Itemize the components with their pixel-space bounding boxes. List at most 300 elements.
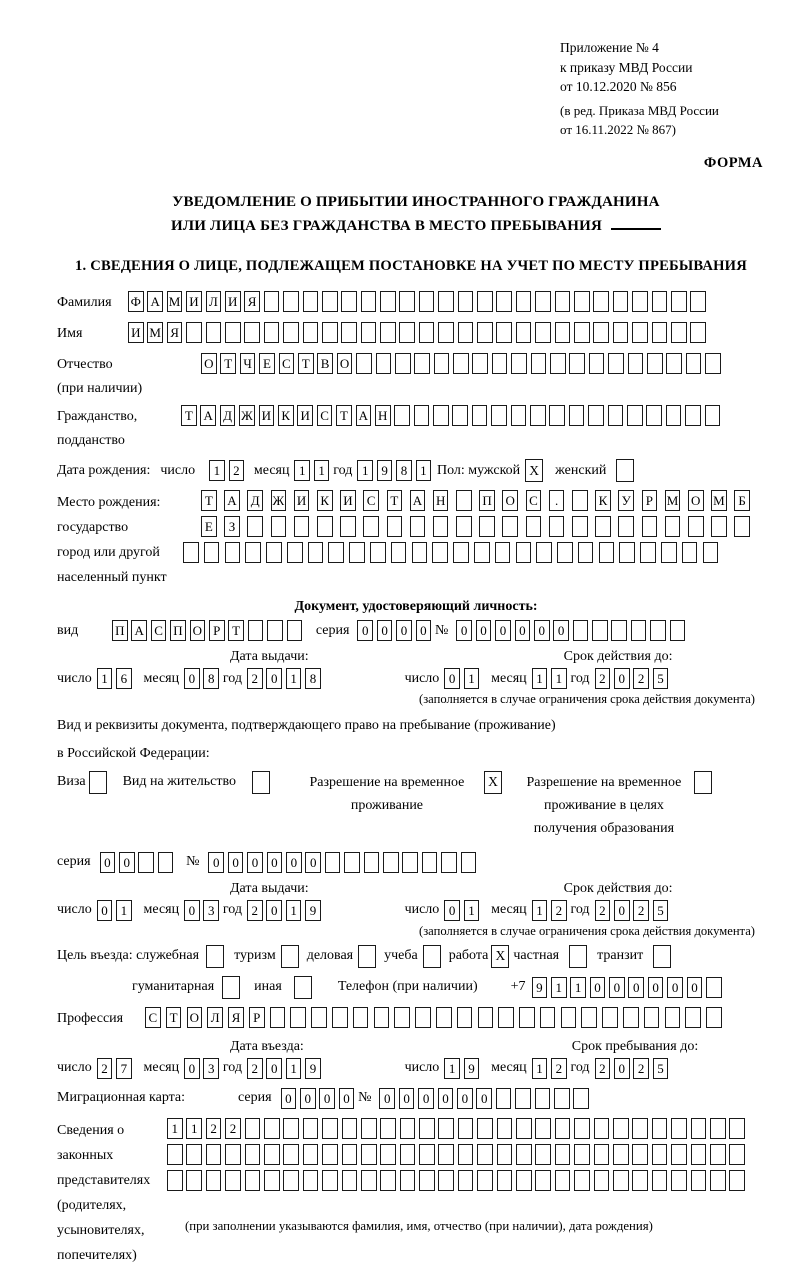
char-box[interactable]: 1: [286, 1058, 302, 1079]
char-box[interactable]: А: [356, 405, 372, 426]
char-box[interactable]: 1: [116, 900, 132, 921]
char-box[interactable]: [688, 516, 704, 537]
doc-series-boxes[interactable]: [357, 620, 435, 641]
char-box[interactable]: М: [665, 490, 681, 511]
doc-issue-day[interactable]: [97, 668, 136, 689]
char-box[interactable]: [619, 542, 635, 563]
doc-issue-month[interactable]: [184, 668, 223, 689]
char-box[interactable]: [516, 1144, 532, 1165]
char-box[interactable]: [432, 542, 448, 563]
char-box[interactable]: [399, 291, 415, 312]
char-box[interactable]: [613, 1118, 629, 1139]
char-box[interactable]: [516, 1118, 532, 1139]
char-box[interactable]: 1: [444, 1058, 460, 1079]
char-box[interactable]: С: [151, 620, 167, 641]
entry-month[interactable]: [184, 1058, 223, 1079]
char-box[interactable]: Ж: [271, 490, 287, 511]
char-box[interactable]: 9: [305, 1058, 321, 1079]
char-box[interactable]: [290, 1007, 306, 1028]
char-box[interactable]: Б: [734, 490, 750, 511]
phone-boxes[interactable]: [532, 977, 726, 998]
char-box[interactable]: 1: [416, 460, 432, 481]
char-box[interactable]: С: [526, 490, 542, 511]
char-box[interactable]: [264, 1118, 280, 1139]
char-box[interactable]: [611, 620, 627, 641]
char-box[interactable]: [540, 1007, 556, 1028]
char-box[interactable]: 0: [396, 620, 412, 641]
char-box[interactable]: [461, 852, 477, 873]
char-box[interactable]: 0: [184, 900, 200, 921]
char-box[interactable]: 1: [532, 1058, 548, 1079]
citizenship-boxes[interactable]: [181, 405, 724, 426]
char-box[interactable]: [642, 516, 658, 537]
char-box[interactable]: [414, 353, 430, 374]
char-box[interactable]: [308, 542, 324, 563]
char-box[interactable]: [303, 291, 319, 312]
char-box[interactable]: [595, 516, 611, 537]
char-box[interactable]: [574, 1170, 590, 1191]
char-box[interactable]: 0: [286, 852, 302, 873]
char-box[interactable]: [453, 353, 469, 374]
char-box[interactable]: [225, 542, 241, 563]
char-box[interactable]: Т: [336, 405, 352, 426]
char-box[interactable]: [349, 542, 365, 563]
char-box[interactable]: [322, 1170, 338, 1191]
char-box[interactable]: 1: [294, 460, 310, 481]
char-box[interactable]: [690, 322, 706, 343]
entry-day[interactable]: [97, 1058, 136, 1079]
representatives-row3-boxes[interactable]: [167, 1170, 749, 1191]
char-box[interactable]: 0: [476, 1088, 492, 1109]
char-box[interactable]: [245, 1144, 261, 1165]
char-box[interactable]: [652, 1170, 668, 1191]
char-box[interactable]: И: [259, 405, 275, 426]
char-box[interactable]: [458, 291, 474, 312]
char-box[interactable]: Ч: [240, 353, 256, 374]
char-box[interactable]: [666, 353, 682, 374]
char-box[interactable]: [671, 1118, 687, 1139]
char-box[interactable]: [613, 322, 629, 343]
char-box[interactable]: [599, 542, 615, 563]
purpose-transit-checkbox[interactable]: [653, 945, 671, 968]
char-box[interactable]: [729, 1144, 745, 1165]
char-box[interactable]: [264, 1144, 280, 1165]
char-box[interactable]: [477, 322, 493, 343]
char-box[interactable]: [400, 1118, 416, 1139]
char-box[interactable]: [555, 291, 571, 312]
char-box[interactable]: Т: [220, 353, 236, 374]
char-box[interactable]: [671, 322, 687, 343]
char-box[interactable]: [691, 1170, 707, 1191]
char-box[interactable]: [602, 1007, 618, 1028]
stay-issue-year[interactable]: [247, 900, 325, 921]
char-box[interactable]: [341, 322, 357, 343]
birth-place-row1-boxes[interactable]: [201, 490, 758, 511]
char-box[interactable]: [682, 542, 698, 563]
char-box[interactable]: [456, 490, 472, 511]
char-box[interactable]: [186, 322, 202, 343]
char-box[interactable]: 0: [667, 977, 683, 998]
char-box[interactable]: [569, 405, 585, 426]
char-box[interactable]: 0: [553, 620, 569, 641]
char-box[interactable]: [361, 1170, 377, 1191]
char-box[interactable]: 5: [653, 1058, 669, 1079]
char-box[interactable]: [399, 322, 415, 343]
char-box[interactable]: [710, 1118, 726, 1139]
char-box[interactable]: [646, 405, 662, 426]
char-box[interactable]: М: [167, 291, 183, 312]
char-box[interactable]: [479, 516, 495, 537]
birth-month-boxes[interactable]: [294, 460, 333, 481]
char-box[interactable]: М: [147, 322, 163, 343]
char-box[interactable]: [477, 1170, 493, 1191]
char-box[interactable]: Р: [209, 620, 225, 641]
char-box[interactable]: 2: [633, 900, 649, 921]
char-box[interactable]: И: [297, 405, 313, 426]
char-box[interactable]: [322, 1144, 338, 1165]
char-box[interactable]: [502, 516, 518, 537]
char-box[interactable]: 0: [379, 1088, 395, 1109]
char-box[interactable]: [535, 291, 551, 312]
char-box[interactable]: 2: [633, 668, 649, 689]
char-box[interactable]: 2: [595, 1058, 611, 1079]
char-box[interactable]: [294, 516, 310, 537]
char-box[interactable]: Д: [220, 405, 236, 426]
char-box[interactable]: [671, 291, 687, 312]
char-box[interactable]: Т: [201, 490, 217, 511]
purpose-work-checkbox[interactable]: X: [491, 945, 509, 968]
char-box[interactable]: [380, 1118, 396, 1139]
char-box[interactable]: 0: [300, 1088, 316, 1109]
char-box[interactable]: 0: [609, 977, 625, 998]
char-box[interactable]: 0: [208, 852, 224, 873]
char-box[interactable]: 0: [184, 668, 200, 689]
char-box[interactable]: [380, 322, 396, 343]
entry-year[interactable]: [247, 1058, 325, 1079]
char-box[interactable]: [549, 516, 565, 537]
char-box[interactable]: 0: [648, 977, 664, 998]
char-box[interactable]: [325, 852, 341, 873]
char-box[interactable]: Т: [387, 490, 403, 511]
char-box[interactable]: 9: [377, 460, 393, 481]
char-box[interactable]: К: [317, 490, 333, 511]
doc-number-boxes[interactable]: [456, 620, 689, 641]
char-box[interactable]: [283, 1144, 299, 1165]
char-box[interactable]: [458, 1170, 474, 1191]
char-box[interactable]: [549, 405, 565, 426]
char-box[interactable]: [167, 1144, 183, 1165]
char-box[interactable]: [283, 1118, 299, 1139]
char-box[interactable]: [511, 353, 527, 374]
char-box[interactable]: Ф: [128, 291, 144, 312]
char-box[interactable]: [711, 516, 727, 537]
char-box[interactable]: 1: [532, 900, 548, 921]
char-box[interactable]: [400, 1170, 416, 1191]
char-box[interactable]: [248, 620, 264, 641]
char-box[interactable]: [412, 542, 428, 563]
char-box[interactable]: [644, 1007, 660, 1028]
char-box[interactable]: [419, 322, 435, 343]
char-box[interactable]: [516, 542, 532, 563]
birth-year-boxes[interactable]: [357, 460, 435, 481]
char-box[interactable]: С: [317, 405, 333, 426]
char-box[interactable]: 0: [534, 620, 550, 641]
char-box[interactable]: 1: [551, 668, 567, 689]
char-box[interactable]: О: [187, 1007, 203, 1028]
char-box[interactable]: 2: [225, 1118, 241, 1139]
char-box[interactable]: [415, 1007, 431, 1028]
char-box[interactable]: [496, 1088, 512, 1109]
char-box[interactable]: 1: [314, 460, 330, 481]
char-box[interactable]: [496, 291, 512, 312]
char-box[interactable]: Я: [228, 1007, 244, 1028]
char-box[interactable]: [414, 405, 430, 426]
sex-male-checkbox[interactable]: X: [525, 459, 543, 482]
char-box[interactable]: [594, 1170, 610, 1191]
char-box[interactable]: [303, 1118, 319, 1139]
char-box[interactable]: В: [317, 353, 333, 374]
char-box[interactable]: 8: [203, 668, 219, 689]
char-box[interactable]: [608, 405, 624, 426]
char-box[interactable]: [353, 1007, 369, 1028]
patronymic-boxes[interactable]: [201, 353, 725, 374]
char-box[interactable]: О: [502, 490, 518, 511]
char-box[interactable]: С: [279, 353, 295, 374]
temp-residence-edu-checkbox[interactable]: [694, 771, 712, 794]
char-box[interactable]: [247, 516, 263, 537]
char-box[interactable]: [283, 291, 299, 312]
char-box[interactable]: 2: [551, 1058, 567, 1079]
char-box[interactable]: [685, 405, 701, 426]
birth-day-boxes[interactable]: [209, 460, 248, 481]
char-box[interactable]: У: [618, 490, 634, 511]
char-box[interactable]: Р: [249, 1007, 265, 1028]
char-box[interactable]: [478, 1007, 494, 1028]
char-box[interactable]: 2: [206, 1118, 222, 1139]
char-box[interactable]: [433, 405, 449, 426]
char-box[interactable]: [661, 542, 677, 563]
char-box[interactable]: 0: [444, 668, 460, 689]
char-box[interactable]: [436, 1007, 452, 1028]
char-box[interactable]: Л: [207, 1007, 223, 1028]
char-box[interactable]: [671, 1170, 687, 1191]
char-box[interactable]: [433, 516, 449, 537]
char-box[interactable]: [671, 1144, 687, 1165]
char-box[interactable]: Н: [375, 405, 391, 426]
char-box[interactable]: [361, 291, 377, 312]
char-box[interactable]: [477, 1118, 493, 1139]
char-box[interactable]: [492, 353, 508, 374]
char-box[interactable]: [394, 405, 410, 426]
char-box[interactable]: 0: [418, 1088, 434, 1109]
char-box[interactable]: [557, 542, 573, 563]
char-box[interactable]: 7: [116, 1058, 132, 1079]
char-box[interactable]: [472, 353, 488, 374]
doc-expiry-year[interactable]: [595, 668, 673, 689]
char-box[interactable]: [271, 516, 287, 537]
char-box[interactable]: [550, 353, 566, 374]
char-box[interactable]: [573, 1088, 589, 1109]
char-box[interactable]: 0: [614, 900, 630, 921]
char-box[interactable]: [531, 353, 547, 374]
birth-place-row2-boxes[interactable]: [201, 516, 758, 537]
char-box[interactable]: Т: [181, 405, 197, 426]
char-box[interactable]: 2: [595, 668, 611, 689]
char-box[interactable]: [264, 1170, 280, 1191]
char-box[interactable]: [640, 542, 656, 563]
visa-checkbox[interactable]: [89, 771, 107, 794]
char-box[interactable]: [734, 516, 750, 537]
char-box[interactable]: 5: [653, 668, 669, 689]
stay-issue-day[interactable]: [97, 900, 136, 921]
char-box[interactable]: [376, 353, 392, 374]
char-box[interactable]: О: [688, 490, 704, 511]
char-box[interactable]: 1: [97, 668, 113, 689]
char-box[interactable]: 1: [532, 668, 548, 689]
char-box[interactable]: 0: [614, 1058, 630, 1079]
char-box[interactable]: И: [186, 291, 202, 312]
char-box[interactable]: [686, 353, 702, 374]
char-box[interactable]: 0: [399, 1088, 415, 1109]
char-box[interactable]: [497, 1170, 513, 1191]
char-box[interactable]: [691, 1144, 707, 1165]
char-box[interactable]: [703, 542, 719, 563]
char-box[interactable]: [589, 353, 605, 374]
char-box[interactable]: 2: [229, 460, 245, 481]
char-box[interactable]: 1: [167, 1118, 183, 1139]
char-box[interactable]: [581, 1007, 597, 1028]
char-box[interactable]: [344, 852, 360, 873]
char-box[interactable]: [555, 1118, 571, 1139]
stay-expiry-day[interactable]: [444, 900, 483, 921]
until-month[interactable]: [532, 1058, 571, 1079]
char-box[interactable]: [328, 542, 344, 563]
char-box[interactable]: [387, 516, 403, 537]
char-box[interactable]: [516, 1170, 532, 1191]
char-box[interactable]: [245, 1118, 261, 1139]
char-box[interactable]: [572, 516, 588, 537]
char-box[interactable]: [554, 1088, 570, 1109]
char-box[interactable]: [267, 620, 283, 641]
char-box[interactable]: [322, 1118, 338, 1139]
char-box[interactable]: [283, 322, 299, 343]
char-box[interactable]: [341, 291, 357, 312]
char-box[interactable]: Ж: [239, 405, 255, 426]
char-box[interactable]: [472, 405, 488, 426]
char-box[interactable]: [419, 1170, 435, 1191]
char-box[interactable]: Е: [259, 353, 275, 374]
char-box[interactable]: А: [131, 620, 147, 641]
char-box[interactable]: [710, 1170, 726, 1191]
char-box[interactable]: [206, 322, 222, 343]
char-box[interactable]: [225, 322, 241, 343]
char-box[interactable]: 0: [247, 852, 263, 873]
char-box[interactable]: А: [224, 490, 240, 511]
char-box[interactable]: З: [224, 516, 240, 537]
char-box[interactable]: 0: [319, 1088, 335, 1109]
char-box[interactable]: 2: [595, 900, 611, 921]
char-box[interactable]: [303, 1144, 319, 1165]
char-box[interactable]: 2: [633, 1058, 649, 1079]
char-box[interactable]: [593, 322, 609, 343]
char-box[interactable]: [594, 1118, 610, 1139]
char-box[interactable]: 0: [228, 852, 244, 873]
profession-boxes[interactable]: [145, 1007, 727, 1028]
mc-number-boxes[interactable]: [379, 1088, 592, 1109]
char-box[interactable]: 1: [464, 668, 480, 689]
char-box[interactable]: [283, 1170, 299, 1191]
char-box[interactable]: А: [147, 291, 163, 312]
char-box[interactable]: [632, 1144, 648, 1165]
char-box[interactable]: И: [294, 490, 310, 511]
residence-permit-checkbox[interactable]: [252, 771, 270, 794]
char-box[interactable]: [477, 1144, 493, 1165]
char-box[interactable]: 0: [281, 1088, 297, 1109]
char-box[interactable]: [650, 620, 666, 641]
representatives-row1-boxes[interactable]: [167, 1118, 749, 1139]
char-box[interactable]: О: [190, 620, 206, 641]
char-box[interactable]: П: [112, 620, 128, 641]
char-box[interactable]: [266, 542, 282, 563]
char-box[interactable]: И: [128, 322, 144, 343]
char-box[interactable]: 0: [687, 977, 703, 998]
char-box[interactable]: [652, 1144, 668, 1165]
char-box[interactable]: К: [278, 405, 294, 426]
char-box[interactable]: Я: [244, 291, 260, 312]
char-box[interactable]: [710, 1144, 726, 1165]
char-box[interactable]: Л: [206, 291, 222, 312]
char-box[interactable]: [361, 322, 377, 343]
char-box[interactable]: [370, 542, 386, 563]
birth-place-row3-boxes[interactable]: [183, 542, 758, 563]
char-box[interactable]: [380, 1144, 396, 1165]
char-box[interactable]: [264, 291, 280, 312]
char-box[interactable]: [555, 1170, 571, 1191]
char-box[interactable]: 9: [464, 1058, 480, 1079]
char-box[interactable]: [628, 353, 644, 374]
char-box[interactable]: [647, 353, 663, 374]
char-box[interactable]: [666, 405, 682, 426]
char-box[interactable]: [627, 405, 643, 426]
char-box[interactable]: [204, 542, 220, 563]
char-box[interactable]: [632, 1170, 648, 1191]
char-box[interactable]: [535, 322, 551, 343]
char-box[interactable]: [244, 322, 260, 343]
char-box[interactable]: [588, 405, 604, 426]
char-box[interactable]: С: [363, 490, 379, 511]
char-box[interactable]: [458, 1144, 474, 1165]
char-box[interactable]: С: [145, 1007, 161, 1028]
char-box[interactable]: [729, 1118, 745, 1139]
char-box[interactable]: 2: [97, 1058, 113, 1079]
char-box[interactable]: [535, 1144, 551, 1165]
char-box[interactable]: [652, 291, 668, 312]
until-year[interactable]: [595, 1058, 673, 1079]
char-box[interactable]: 0: [515, 620, 531, 641]
char-box[interactable]: [361, 1144, 377, 1165]
char-box[interactable]: 0: [100, 852, 116, 873]
char-box[interactable]: [495, 542, 511, 563]
char-box[interactable]: [380, 291, 396, 312]
stay-number-boxes[interactable]: [208, 852, 479, 873]
char-box[interactable]: 9: [532, 977, 548, 998]
char-box[interactable]: [652, 322, 668, 343]
doc-expiry-month[interactable]: [532, 668, 571, 689]
char-box[interactable]: [608, 353, 624, 374]
char-box[interactable]: [438, 1144, 454, 1165]
char-box[interactable]: [434, 353, 450, 374]
char-box[interactable]: О: [201, 353, 217, 374]
